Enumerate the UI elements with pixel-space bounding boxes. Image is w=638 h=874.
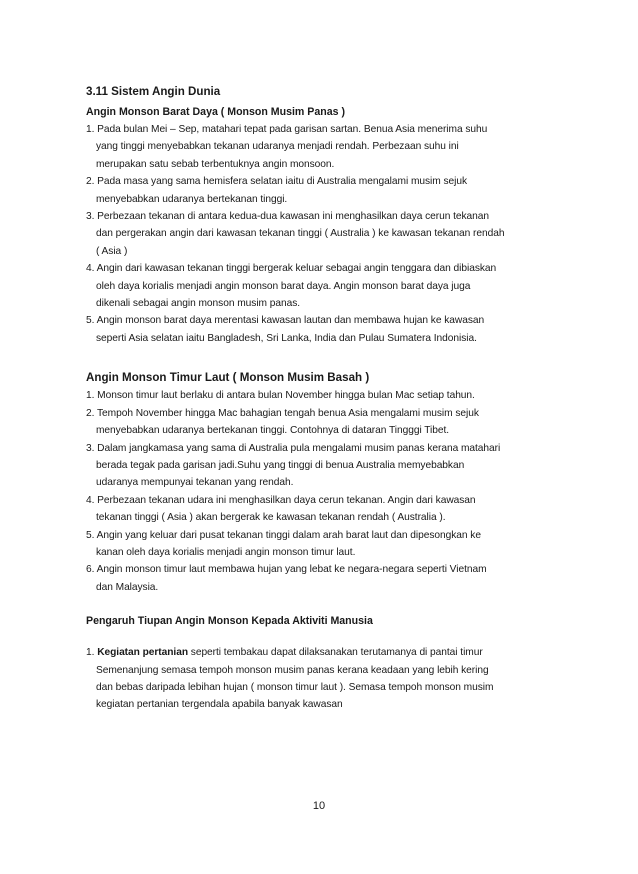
list-item: 4. Perbezaan tekanan udara ini menghasilkan daya cerun tekanan. Angin dari kawasan tekanan tinggi ( Asia ) akan bergerak ke kawasan tekanan rendah ( Australia ). [86, 494, 476, 524]
list-item: 2. Pada masa yang sama hemisfera selatan iaitu di Australia mengalami musim sejuk menyebabkan udaranya bertekanan tinggi. [86, 176, 467, 205]
list-item: 6. Angin monson timur laut membawa hujan yang lebat ke negara-negara seperti Vietnam dan Malaysia. [86, 564, 487, 593]
list-item: 3. Perbezaan tekanan di antara kedua-dua kawasan ini menghasilkan daya cerun tekanan dan pergerakan angin dari kawasan tekanan tinggi ( Australia ) ke kawasan tekanan rendah ( Asia ) [86, 211, 505, 257]
document-page [86, 84, 506, 714]
section-monson-timur-laut [86, 369, 506, 596]
subsection-heading: Angin Monson Barat Daya ( Monson Musim Panas ) [86, 106, 345, 118]
list-item: 1. Pada bulan Mei – Sep, matahari tepat pada garisan sartan. Benua Asia menerima suhu yang tinggi menyebabkan tekanan udaranya menjadi rendah. Perbezaan suhu ini merupakan satu sebab terbentuknya angin monsoon. [86, 124, 488, 170]
numbered-list [86, 644, 506, 714]
item-number: 1. [86, 647, 98, 659]
subsection-heading: Pengaruh Tiupan Angin Monson Kepada Aktiviti Manusia [86, 615, 373, 628]
numbered-list [86, 121, 506, 347]
list-item: 3. Dalam jangkamasa yang sama di Australia pula mengalami musim panas kerana matahari berada tegak pada garisan jadi.Suhu yang tinggi di benua Australia memyebabkan udaranya mempunyai tekanan yang rendah. [86, 442, 501, 489]
section-heading: 3.11 Sistem Angin Dunia [86, 85, 221, 98]
section-pengaruh-angin-monson [86, 612, 506, 714]
list-item: 4. Angin dari kawasan tekanan tinggi bergerak keluar sebagai angin tenggara dan dibiaskan oleh daya korialis menjadi angin monson barat daya. Angin monson barat daya juga dikenali sebagai angin monson musim panas. [86, 263, 497, 310]
numbered-list [86, 387, 506, 596]
list-item: 1. Monson timur laut berlaku di antara bulan November hingga bulan Mac setiap tahun. [86, 390, 475, 402]
item-keyword: Kegiatan pertanian [97, 647, 188, 659]
list-item: 5. Angin yang keluar dari pusat tekanan tinggi dalam arah barat laut dan dipesongkan ke kanan oleh daya korialis menjadi angin monson timur laut. [86, 529, 481, 558]
list-item [86, 644, 506, 714]
subsection-heading: Angin Monson Timur Laut ( Monson Musim Basah ) [86, 371, 370, 385]
item-text: seperti tembakau dapat dilaksanakan terutamanya di pantai timur Semenanjung semasa tempoh monson musim panas kerana keadaan yang lebih kering dan bebas daripada lebihan hujan ( monson timur laut ). Semasa tempoh monson musim kegiatan pertanian tergendala apabila banyak kawasan [96, 647, 494, 711]
page-number: 10 [312, 800, 326, 812]
list-item: 2. Tempoh November hingga Mac bahagian tengah benua Asia mengalami musim sejuk menyebabkan udaranya bertekanan tinggi. Contohnya di dataran Tingggi Tibet. [86, 407, 479, 437]
section-monson-barat-daya [86, 84, 506, 347]
list-item: 5. Angin monson barat daya merentasi kawasan lautan dan membawa hujan ke kawasan seperti Asia selatan iaitu Bangladesh, Sri Lanka, India dan Pulau Sumatera Indonisia. [86, 315, 485, 344]
